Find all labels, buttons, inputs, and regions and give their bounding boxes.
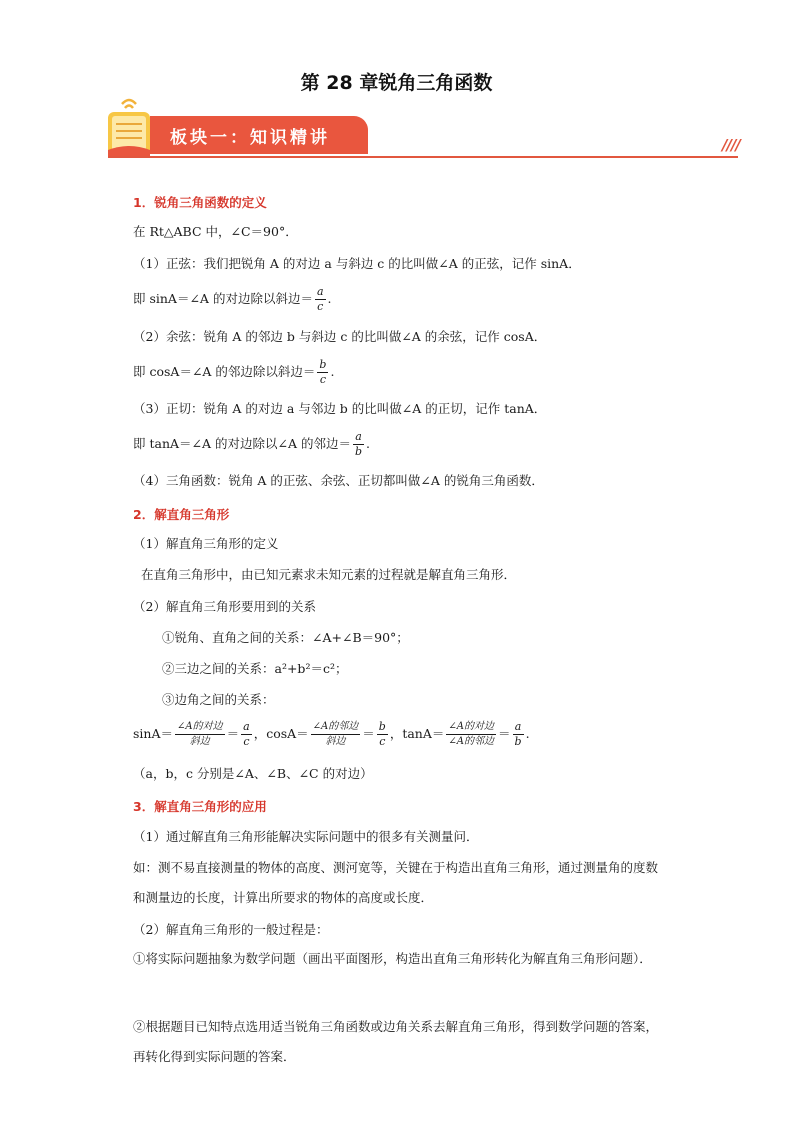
fraction <box>353 430 364 459</box>
s3-measurement: （1）通过解直角三角形能解决实际问题中的很多有关测量问． <box>133 829 479 844</box>
denominator: b <box>514 735 522 748</box>
denominator: c <box>317 300 324 313</box>
formula-text: 即 sinA＝∠A 的对边除以斜边＝ <box>133 291 313 306</box>
fraction <box>241 720 252 749</box>
s2-relation-angles: ①锐角、直角之间的关系：∠A+∠B＝90°； <box>162 630 409 645</box>
sin-label: sinA＝ <box>133 726 173 741</box>
decorative-slashes: //// <box>722 136 740 154</box>
denominator: 斜边 <box>325 736 346 747</box>
numerator: a <box>243 720 250 733</box>
s1-cosine-def: （2）余弦：锐角 A 的邻边 b 与斜边 c 的比叫做∠A 的余弦，记作 cosA． <box>133 329 547 344</box>
fraction <box>317 358 328 387</box>
numerator: ∠A的邻边 <box>311 720 361 735</box>
tan-label: ，tanA＝ <box>389 726 445 741</box>
formula-end: . <box>366 436 371 451</box>
numerator: b <box>378 720 386 733</box>
denominator: c <box>243 735 250 748</box>
fraction <box>446 720 496 749</box>
s2-relations-title: （2）解直角三角形要用到的关系 <box>133 599 316 614</box>
s2-relation-edge-angle: ③边角之间的关系： <box>162 692 275 707</box>
s1-intro: 在 Rt△ABC 中，∠C＝90°． <box>133 224 298 239</box>
equals: ＝ <box>498 726 511 741</box>
formula-text: 即 tanA＝∠A 的对边除以∠A 的邻边＝ <box>133 436 351 451</box>
numerator: ∠A的对边 <box>175 720 225 735</box>
s2-edge-angle-formulas <box>133 720 530 749</box>
equals: ＝ <box>226 726 240 741</box>
numerator: a <box>353 430 364 445</box>
section-2-heading: 2．解直角三角形 <box>133 507 230 522</box>
banner-label: 板块一：知识精讲 <box>170 128 330 148</box>
numerator: a <box>513 720 524 735</box>
fraction <box>175 720 225 749</box>
fraction <box>311 720 361 749</box>
formula-end: . <box>327 291 332 306</box>
fraction <box>377 720 388 749</box>
s1-trig-functions: （4）三角函数：锐角 A 的正弦、余弦、正切都叫做∠A 的锐角三角函数． <box>133 473 544 488</box>
s1-cosine-formula <box>133 358 334 387</box>
s3-example: 如：测不易直接测量的物体的高度、测河宽等，关键在于构造出直角三角形，通过测量角的度数和测量边的长度，计算出所要求的物体的高度或长度． <box>133 860 659 905</box>
section-3-heading: 3．解直角三角形的应用 <box>133 799 267 814</box>
numerator: a <box>316 285 324 298</box>
s2-relation-sides: ②三边之间的关系：a²+b²＝c²； <box>162 661 348 676</box>
s3-step-2: ②根据题目已知特点选用适当锐角三角函数或边角关系去解直角三角形，得到数学问题的答案，再转化得到实际问题的答案． <box>133 1019 659 1064</box>
s1-sine-def: （1）正弦：我们把锐角 A 的对边 a 与斜边 c 的比叫做∠A 的正弦，记作 sinA． <box>133 256 581 271</box>
denominator: c <box>319 373 327 386</box>
formula-end: . <box>330 364 335 379</box>
equals: ＝ <box>362 726 375 741</box>
s1-tangent-def: （3）正切：锐角 A 的对边 a 与邻边 b 的比叫做∠A 的正切，记作 tanA． <box>133 401 547 416</box>
s2-definition-title: （1）解直角三角形的定义 <box>133 536 279 551</box>
page-title: 第 28 章锐角三角函数 <box>300 72 493 94</box>
denominator: c <box>379 735 386 748</box>
formula-text: 即 cosA＝∠A 的邻边除以斜边＝ <box>133 364 316 379</box>
numerator: ∠A的对边 <box>446 720 496 735</box>
s2-definition: 在直角三角形中，由已知元素求未知元素的过程就是解直角三角形． <box>141 567 517 582</box>
s1-tangent-formula <box>133 430 370 459</box>
fraction <box>315 285 326 314</box>
numerator: b <box>319 358 327 371</box>
cos-label: ，cosA＝ <box>253 726 309 741</box>
fraction <box>513 720 524 749</box>
banner-divider <box>108 156 738 158</box>
section-1-heading: 1．锐角三角函数的定义 <box>133 195 267 210</box>
formula-end: . <box>525 726 530 741</box>
denominator: ∠A的邻边 <box>448 736 494 747</box>
s1-sine-formula <box>133 285 332 314</box>
s3-process-title: （2）解直角三角形的一般过程是： <box>133 922 329 937</box>
s3-step-1: ①将实际问题抽象为数学问题（画出平面图形，构造出直角三角形转化为解直角三角形问题）． <box>133 951 652 966</box>
denominator: 斜边 <box>189 736 210 747</box>
denominator: b <box>354 445 363 458</box>
s2-note: （a，b，c 分别是∠A、∠B、∠C 的对边） <box>133 766 373 781</box>
